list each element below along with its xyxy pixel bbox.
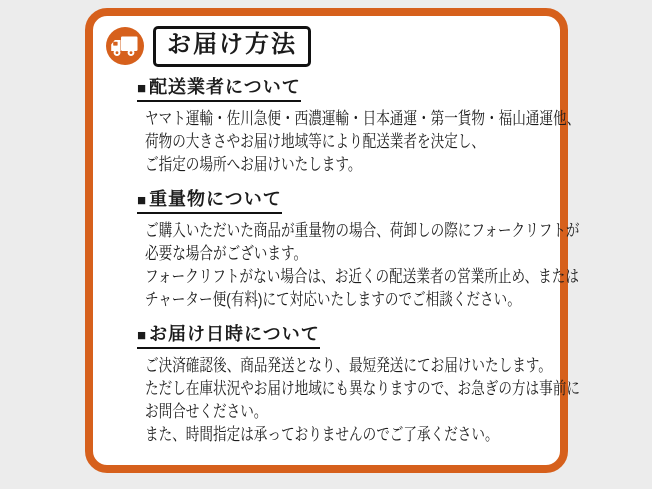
body-line: ご決済確認後、商品発送となり、最短発送にてお届けいたします。	[145, 355, 552, 375]
section-carriers-body	[145, 107, 581, 176]
body-line: また、時間指定は承っておりませんのでご了承ください。	[145, 424, 499, 444]
body-line: ただし在庫状況やお届け地域にも異なりますので、お急ぎの方は事前に	[145, 378, 580, 398]
body-line: ご指定の場所へお届けいたします。	[145, 154, 362, 174]
section-heading-label: お届け日時について	[149, 323, 320, 344]
square-bullet-icon: ■	[137, 326, 148, 344]
truck-icon	[106, 27, 144, 65]
section-heavy-items-heading	[137, 189, 282, 214]
section-heavy-items	[137, 188, 580, 311]
body-line: フォークリフトがない場合は、お近くの配送業者の営業所止め、または	[145, 266, 579, 286]
section-delivery-date-body	[145, 354, 580, 446]
square-bullet-icon: ■	[137, 79, 148, 97]
square-bullet-icon: ■	[137, 191, 148, 209]
body-line: 必要な場合がございます。	[145, 243, 308, 263]
section-delivery-date	[137, 323, 580, 446]
section-heading-label: 重量物について	[149, 188, 282, 209]
section-carriers-heading	[137, 77, 301, 102]
body-line: お問合せください。	[145, 401, 268, 421]
section-heading-label: 配送業者について	[149, 76, 301, 97]
body-line: ヤマト運輸・佐川急便・西濃運輸・日本通運・第一貨物・福山通運他、	[145, 108, 581, 128]
section-carriers	[137, 76, 581, 176]
page-title: お届け方法	[153, 26, 311, 67]
body-line: 荷物の大きさやお届け地域等により配送業者を決定し、	[145, 131, 485, 151]
body-line: ご購入いただいた商品が重量物の場合、荷卸しの際にフォークリフトが	[145, 220, 580, 240]
section-delivery-date-heading	[137, 324, 320, 349]
section-heavy-items-body	[145, 219, 580, 311]
delivery-info-panel	[85, 8, 581, 473]
panel-header	[106, 26, 560, 67]
sections-container	[137, 76, 581, 446]
body-line: チャーター便(有料)にて対応いたしますのでご相談ください。	[145, 289, 521, 309]
